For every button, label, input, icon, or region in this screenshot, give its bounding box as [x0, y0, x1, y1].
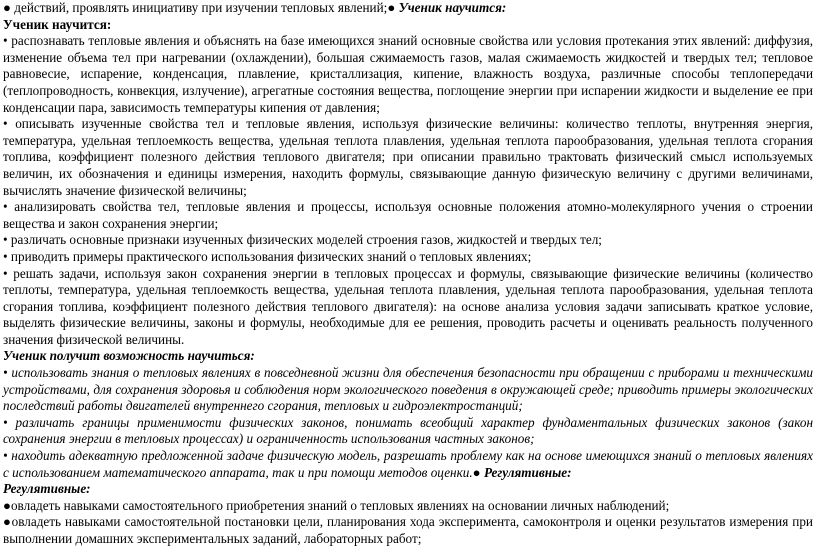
inline-heading: Ученик научится: — [395, 0, 507, 15]
opportunity-item-last — [3, 448, 813, 481]
intro-line — [3, 0, 813, 17]
learn-item: • анализировать свойства тел, тепловые явления и процессы, используя основные положения атомно-молекулярного учения о строении вещества и закон сохранения энергии; — [3, 199, 813, 231]
inline-heading: Регулятивные: — [480, 464, 572, 480]
section-heading-opportunity: Ученик получит возможность научиться: — [3, 348, 255, 364]
opportunity-item: • различать границы применимости физических законов, понимать всеобщий характер фундаментальных физических законов (закон сохранения энергии в тепловых процессах) и ограниченность использования частных законов; — [3, 414, 813, 447]
opportunity-text: • находить адекватную предложенной задаче физическую модель, разрешать проблему как на основе имеющихся знаний о тепловых явлениях с использованием математического аппарата, так и при помощи методов оценки. — [3, 448, 813, 480]
bullet-glyph: ● — [472, 464, 481, 480]
regulative-item: ●овладеть навыками самостоятельной постановки цели, планирования хода эксперимента, самоконтроля и оценки результатов измерения при выполнении домашних экспериментальных заданий, лабораторных работ; — [3, 514, 813, 546]
learn-item: • описывать изученные свойства тел и тепловые явления, используя физические величины: количество теплоты, внутренняя энергия, температура, удельная теплоемкость вещества, удельная теплота плавления, удельная теплота парообразования, удельная теплота сгорания топлива, коэффициент полезного действия теплового двигателя; при описании правильно трактовать физический смысл используемых величин, их обозначения и единицы измерения, находить формулы, связывающие данную физическую величину с другими величинами, вычислять значение физической величины; — [3, 116, 813, 198]
bullet-glyph: ● — [387, 0, 396, 15]
learn-item: • решать задачи, используя закон сохранения энергии в тепловых процессах и формулы, связывающие физические величины (количество теплоты, температура, удельная теплоемкость вещества, удельная теплота плавления, удельная теплота парообразования, удельная теплота сгорания топлива, коэффициент полезного действия теплового двигателя): на основе анализа условия задачи записывать краткое условие, выделять физические величины, законы и формулы, необходимые для ее решения, проводить расчеты и оценивать реальность полученного значения физической величины. — [3, 265, 813, 347]
section-heading-learn: Ученик научится: — [3, 16, 112, 32]
learn-item: • распознавать тепловые явления и объяснять на базе имеющихся знаний основные свойства или условия протекания этих явлений: диффузия, изменение объема тел при нагревании (охлаждении), большая сжимаемость газов, малая сжимаемость жидкостей и твердых тел; тепловое равновесие, испарение, конденсация, плавление, кристаллизация, кипение, влажность воздуха, различные способы теплопередачи (теплопроводность, конвекция, излучение), агрегатные состояния вещества, поглощение энергии при испарении жидкости и выделение ее при конденсации пара, зависимость температуры кипения от давления; — [3, 33, 813, 115]
intro-text: ● действий, проявлять инициативу при изучении тепловых явлений; — [3, 0, 388, 15]
section-heading-regulative: Регулятивные: — [3, 481, 91, 497]
regulative-item: ●овладеть навыками самостоятельного приобретения знаний о тепловых явлениях на основании личных наблюдений; — [3, 497, 670, 513]
learn-item: • приводить примеры практического использования физических знаний о тепловых явлениях; — [3, 248, 532, 264]
learn-item: • различать основные признаки изученных физических моделей строения газов, жидкостей и твердых тел; — [3, 232, 602, 248]
opportunity-item: • использовать знания о тепловых явлениях в повседневной жизни для обеспечения безопасности при обращении с приборами и техническими устройствами, для сохранения здоровья и соблюдения норм экологического поведения в окружающей среде; приводить примеры экологических последствий работы двигателей внутреннего сгорания, тепловых и гидроэлектростанций; — [3, 365, 813, 414]
